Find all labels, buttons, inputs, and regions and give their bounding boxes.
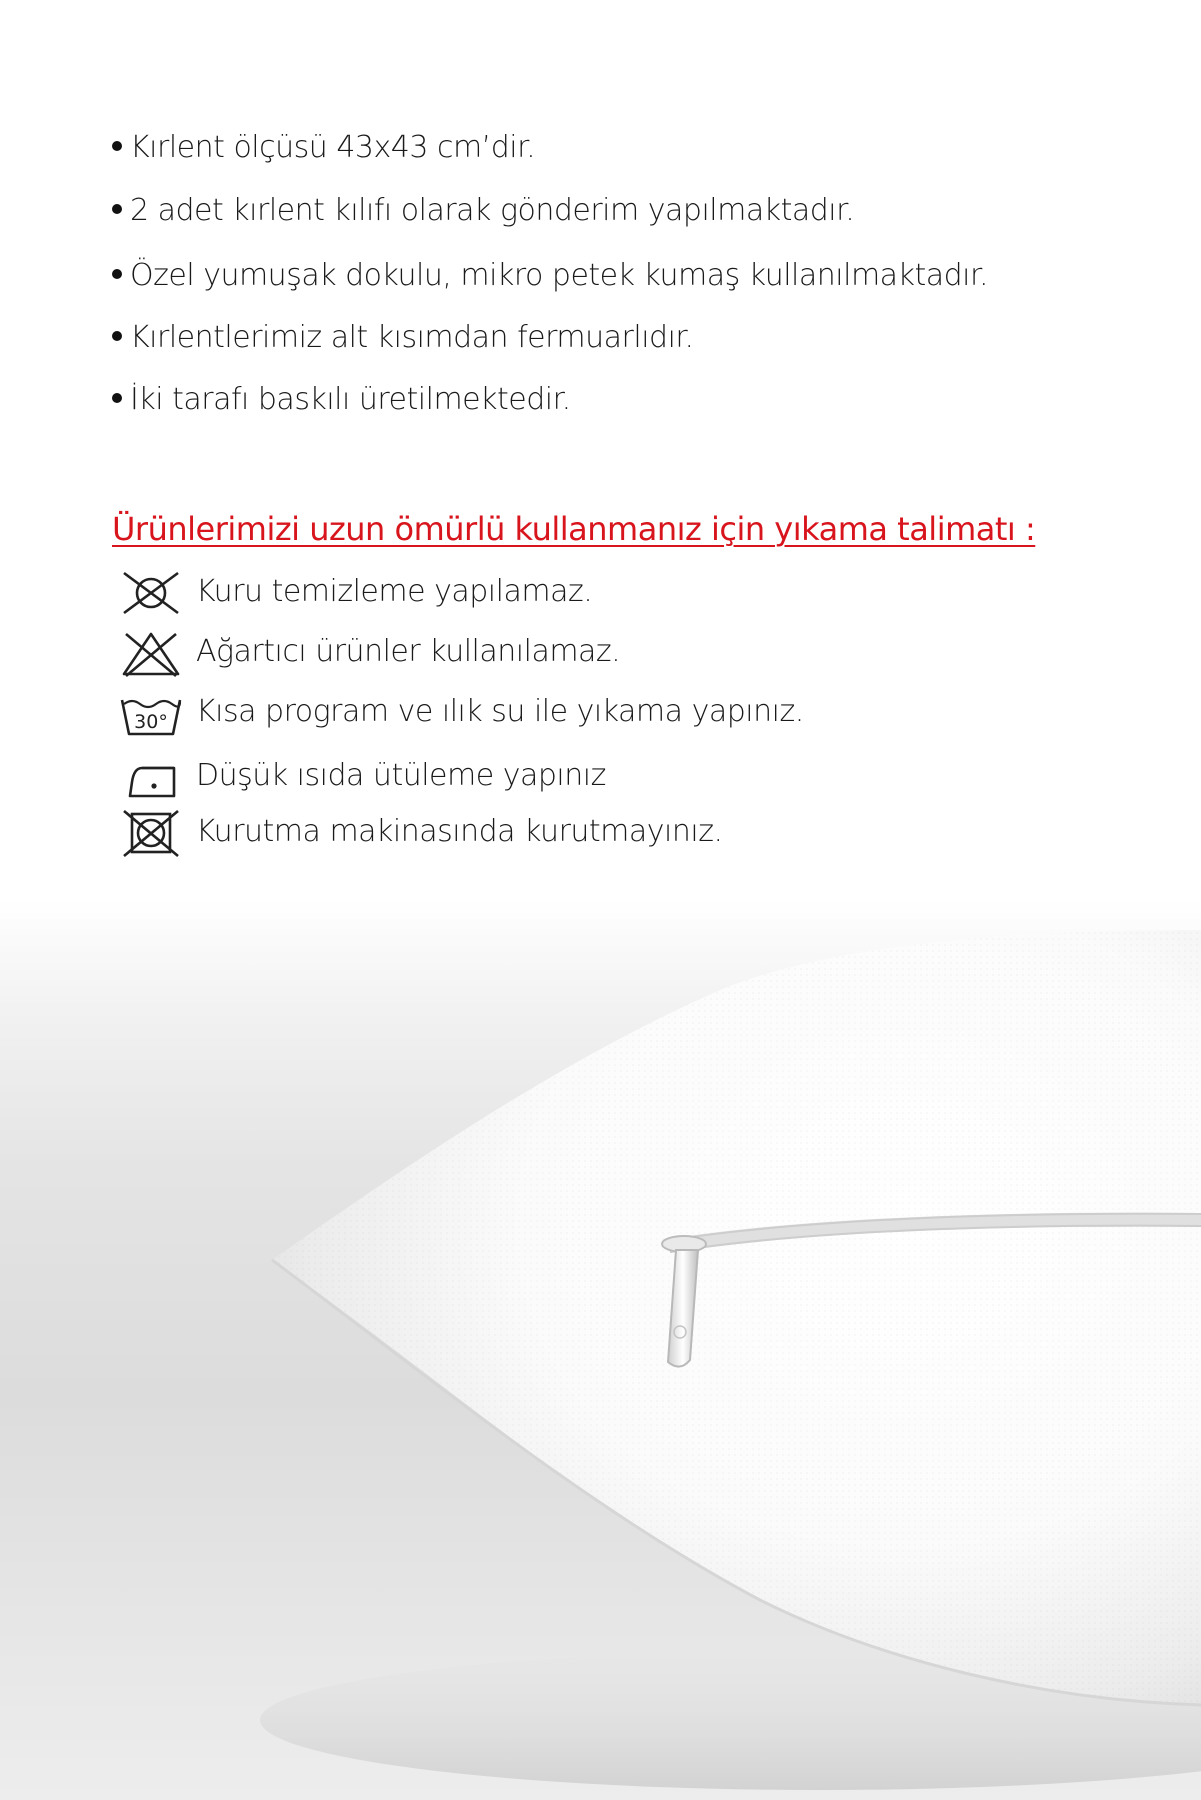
no-tumble-dry-icon: [118, 808, 184, 858]
care-instructions-heading: Ürünlerimizi uzun ömürlü kullanmanız için yıkama talimatı :: [112, 510, 1036, 548]
feature-text: Kırlentlerimiz alt kısımdan fermuarlıdır.: [130, 320, 694, 355]
care-label: Kurutma makinasında kurutmayınız.: [196, 814, 723, 849]
care-item-wash-30: [118, 688, 1018, 742]
feature-item: [112, 320, 694, 355]
iron-low-icon: [118, 752, 184, 802]
feature-item: [112, 382, 571, 417]
care-label: Kuru temizleme yapılamaz.: [196, 574, 593, 609]
care-item-no-bleach: [118, 628, 1018, 682]
care-label: Kısa program ve ılık su ile yıkama yapınız.: [196, 694, 804, 729]
no-dry-clean-icon: [118, 568, 184, 618]
bullet-icon: [112, 204, 122, 214]
feature-item: [112, 258, 988, 293]
care-item-no-tumble-dry: [118, 808, 1018, 862]
feature-item: [112, 130, 535, 165]
wash-30-icon: [118, 688, 184, 738]
care-label: Düşük ısıda ütüleme yapınız: [196, 758, 606, 793]
feature-item: [112, 193, 854, 228]
care-label: Ağartıcı ürünler kullanılamaz.: [196, 634, 621, 669]
wash-temperature: 30°: [134, 711, 168, 733]
bullet-icon: [112, 141, 122, 151]
bullet-icon: [112, 269, 122, 279]
care-item-iron-low: [118, 752, 1018, 806]
feature-text: Özel yumuşak dokulu, mikro petek kumaş kullanılmaktadır.: [130, 258, 989, 293]
bullet-icon: [112, 331, 122, 341]
feature-text: Kırlent ölçüsü 43x43 cm’dir.: [130, 130, 536, 165]
bullet-icon: [112, 393, 122, 403]
care-item-no-dry-clean: [118, 568, 1018, 622]
pillow-zipper-photo: [0, 900, 1201, 1800]
feature-text: 2 adet kırlent kılıfı olarak gönderim yapılmaktadır.: [130, 193, 855, 228]
no-bleach-icon: [118, 628, 184, 678]
feature-text: İki tarafı baskılı üretilmektedir.: [130, 382, 571, 417]
